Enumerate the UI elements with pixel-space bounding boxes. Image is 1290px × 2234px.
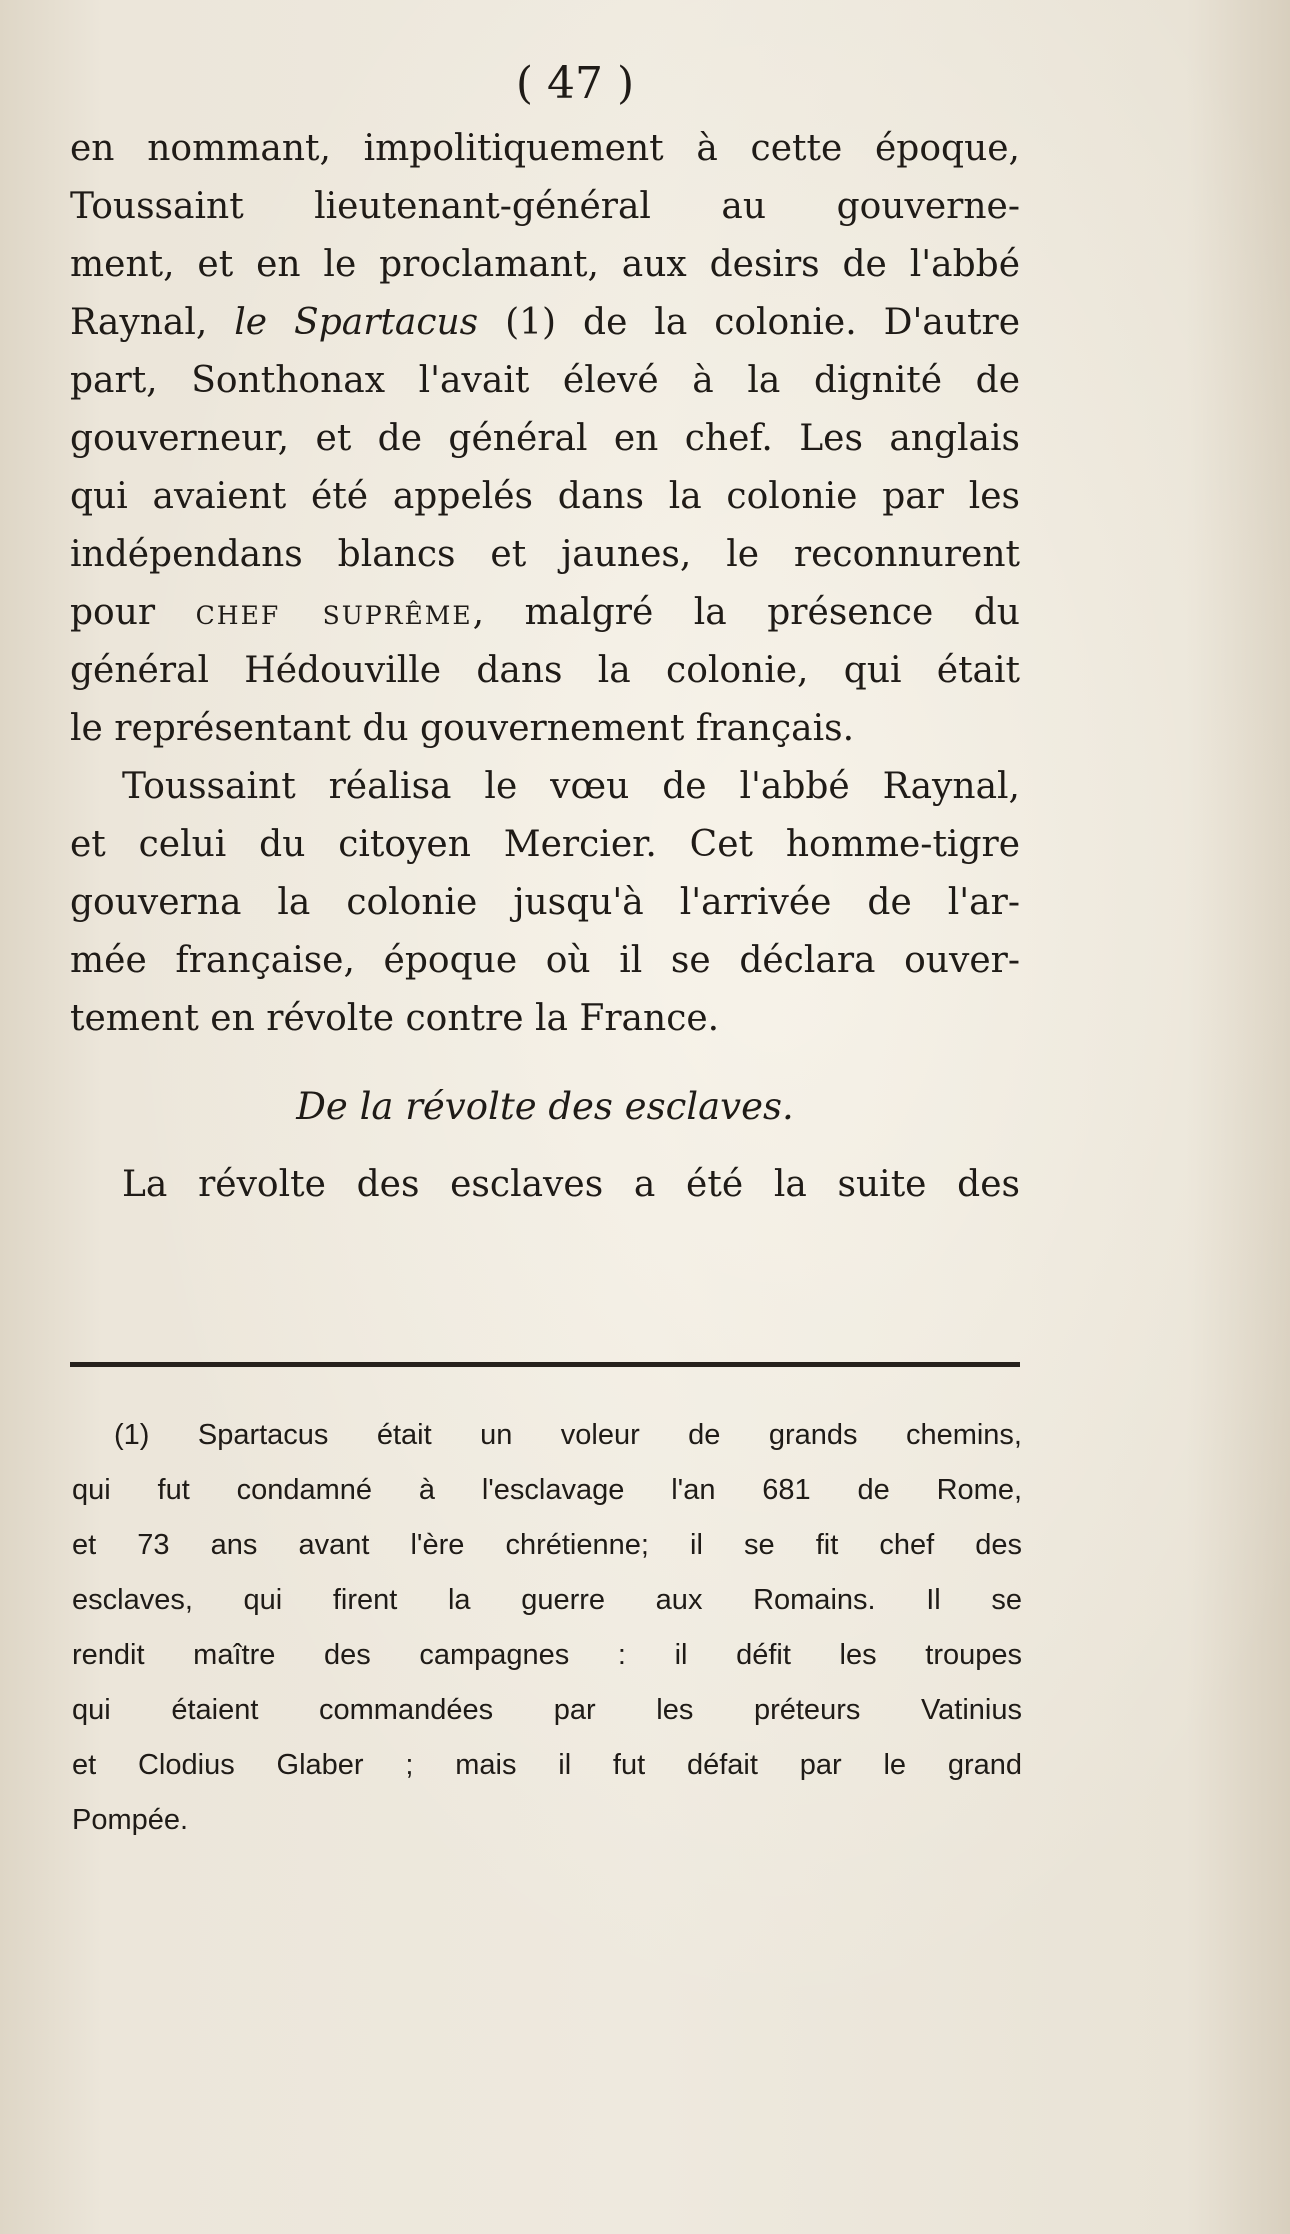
text-segment: (1) de la colonie. D'autre — [478, 302, 1020, 343]
text-segment: pour — [70, 592, 196, 633]
text-line: le représentant du gouvernement français. — [70, 708, 855, 749]
footnote-line: rendit maître des campagnes : il défit les troupes — [72, 1639, 1022, 1671]
text-line: en nommant, impolitiquement à cette époque, — [70, 128, 1020, 169]
section-heading: De la révolte des esclaves. — [296, 1085, 794, 1128]
text-line — [70, 584, 1020, 642]
footnote-line: esclaves, qui firent la guerre aux Romains. Il se — [72, 1584, 1022, 1616]
text-line: part, Sonthonax l'avait élevé à la dignité de — [70, 360, 1020, 401]
text-line: Toussaint lieutenant-général au gouverne- — [70, 186, 1020, 227]
footnote-divider — [70, 1362, 1020, 1367]
text-line: gouverneur, et de général en chef. Les anglais — [70, 418, 1020, 459]
page-number: ( 47 ) — [515, 58, 635, 109]
text-line: Toussaint réalisa le vœu de l'abbé Raynal, — [122, 766, 1020, 807]
footnote-line: (1) Spartacus était un voleur de grands chemins, — [114, 1419, 1022, 1451]
text-segment: Raynal, — [70, 302, 235, 343]
footnote-line: qui fut condamné à l'esclavage l'an 681 de Rome, — [72, 1474, 1022, 1506]
italic-phrase: le Spartacus — [234, 302, 479, 343]
text-line: général Hédouville dans la colonie, qui était — [70, 650, 1020, 691]
text-line: ment, et en le proclamant, aux desirs de l'abbé — [70, 244, 1020, 285]
main-text — [70, 120, 1020, 1214]
text-line: qui avaient été appelés dans la colonie par les — [70, 476, 1020, 517]
footnote — [72, 1408, 1022, 1848]
footnote-line: et Clodius Glaber ; mais il fut défait par le grand — [72, 1749, 1022, 1781]
text-segment: , malgré la présence du — [472, 592, 1020, 633]
text-line: La révolte des esclaves a été la suite des — [122, 1164, 1020, 1205]
text-line: tement en révolte contre la France. — [70, 998, 720, 1039]
text-line — [70, 294, 1020, 352]
text-line: gouverna la colonie jusqu'à l'arrivée de l'ar- — [70, 882, 1020, 923]
small-caps-phrase: chef suprême — [195, 592, 473, 633]
text-line: mée française, époque où il se déclara ouver- — [70, 940, 1020, 981]
text-line: et celui du citoyen Mercier. Cet homme-tigre — [70, 824, 1020, 865]
footnote-line: qui étaient commandées par les préteurs Vatinius — [72, 1694, 1022, 1726]
text-line: indépendans blancs et jaunes, le reconnurent — [70, 534, 1020, 575]
footnote-line: et 73 ans avant l'ère chrétienne; il se fit chef des — [72, 1529, 1022, 1561]
footnote-line: Pompée. — [72, 1804, 189, 1836]
